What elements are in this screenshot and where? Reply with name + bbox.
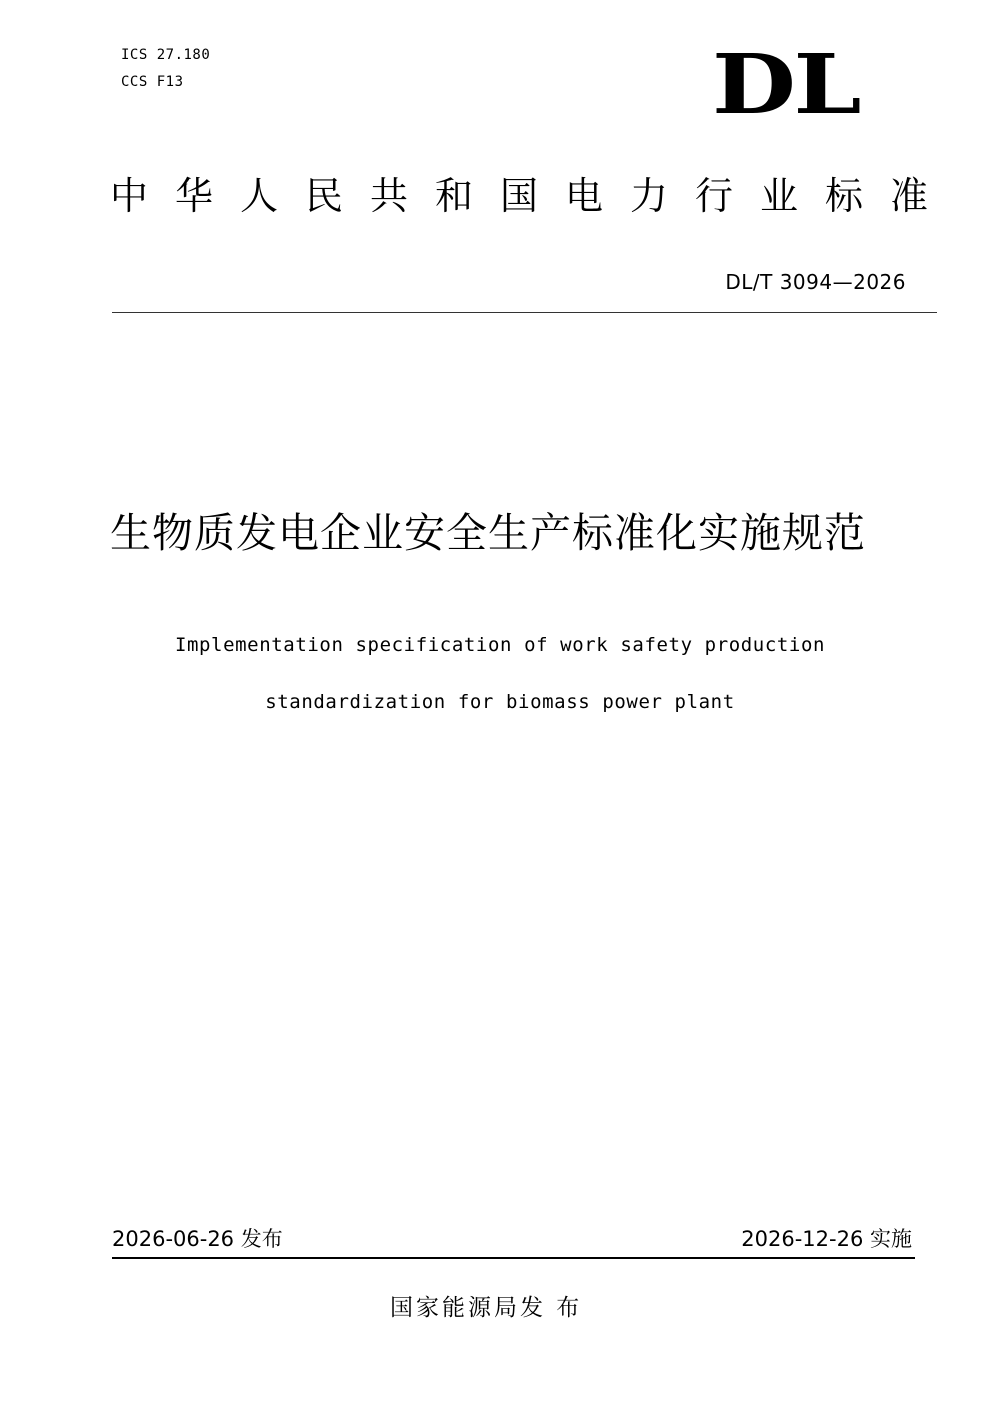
top-divider (112, 312, 937, 313)
bottom-divider (112, 1257, 915, 1259)
dl-logo: DL (712, 37, 860, 133)
standard-number: DL/T 3094—2026 (725, 270, 906, 294)
english-title-line1: Implementation specification of work safety production (174, 634, 826, 656)
ccs-code: CCS F13 (121, 74, 184, 90)
ics-code: ICS 27.180 (121, 47, 211, 63)
standard-category-title: 中华人民共和国电力行业标准 (110, 174, 956, 218)
english-title-line2: standardization for biomass power plant (265, 691, 735, 713)
publisher: 国家能源局发 布 (390, 1295, 583, 1321)
implementation-date: 2026-12-26 实施 (741, 1227, 912, 1251)
chinese-title: 生物质发电企业安全生产标准化实施规范 (110, 509, 866, 557)
issue-date: 2026-06-26 发布 (112, 1227, 283, 1251)
